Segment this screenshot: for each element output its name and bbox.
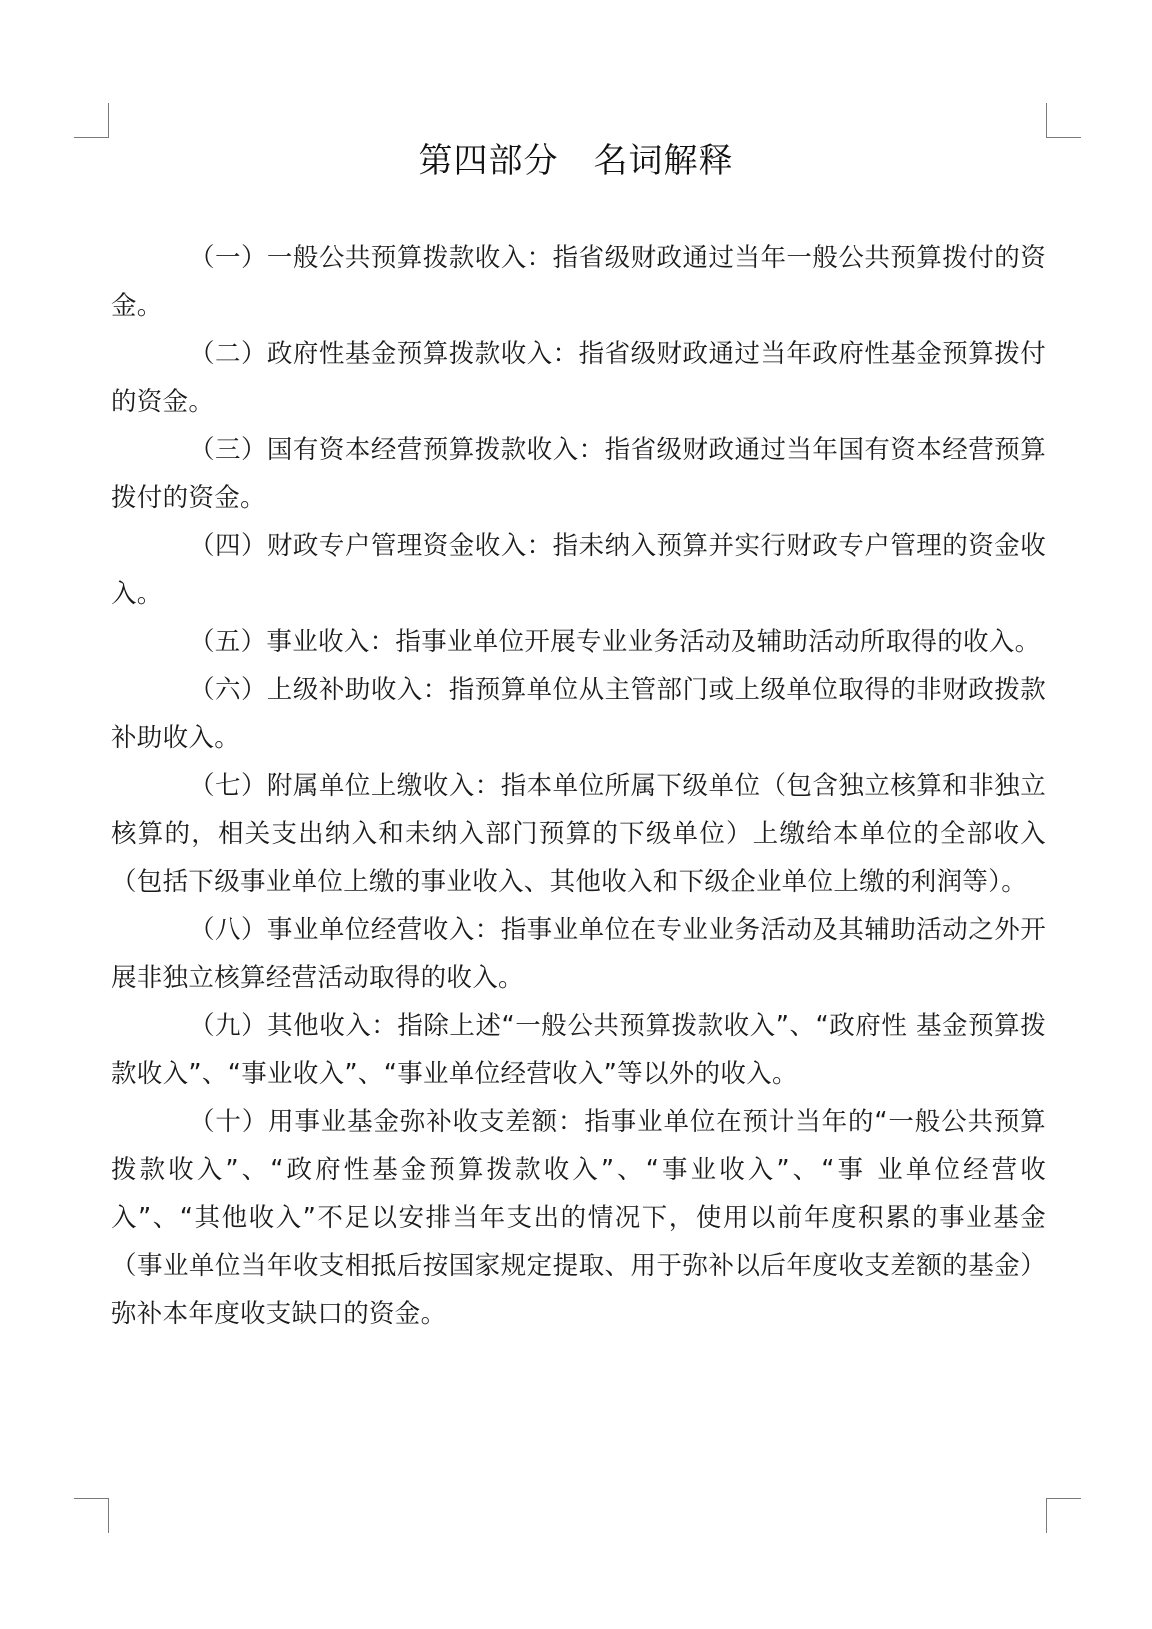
definition-paragraph-7: （七）附属单位上缴收入：指本单位所属下级单位（包含独立核算和非独立核算的，相关支出纳入和未纳入部门预算的下级单位）上缴给本单位的全部收入（包括下级事业单位上缴的事业收入、其他收入和下级企业单位上缴的利润等）。	[111, 771, 1046, 897]
crop-mark-bottom-right	[1046, 1498, 1081, 1533]
page-title: 第四部分 名词解释	[418, 141, 734, 181]
crop-mark-top-left	[74, 103, 109, 138]
definition-paragraph-5: （五）事业收入：指事业单位开展专业业务活动及辅助活动所取得的收入。	[189, 627, 1041, 657]
definition-paragraph-2: （二）政府性基金预算拨款收入：指省级财政通过当年政府性基金预算拨付的资金。	[111, 339, 1046, 417]
document-body	[111, 234, 1046, 1338]
definition-paragraph-3: （三）国有资本经营预算拨款收入：指省级财政通过当年国有资本经营预算拨付的资金。	[111, 435, 1046, 513]
definition-paragraph-6: （六）上级补助收入：指预算单位从主管部门或上级单位取得的非财政拨款补助收入。	[111, 675, 1046, 753]
definition-paragraph-10: （十）用事业基金弥补收支差额：指事业单位在预计当年的“一般公共预算拨款收入”、“政府性基金预算拨款收入”、“事业收入”、“事 业单位经营收入”、“其他收入”不足以安排当年支出的情况下，使用以前年度积累的事业基金（事业单位当年收支相抵后按国家规定提取、用于弥补以后年度收支差额的基金）弥补本年度收支缺口的资金。	[111, 1107, 1046, 1329]
crop-mark-bottom-left	[74, 1498, 109, 1533]
definition-paragraph-8: （八）事业单位经营收入：指事业单位在专业业务活动及其辅助活动之外开展非独立核算经营活动取得的收入。	[111, 915, 1046, 993]
crop-mark-top-right	[1046, 103, 1081, 138]
definition-paragraph-1: （一）一般公共预算拨款收入：指省级财政通过当年一般公共预算拨付的资金。	[111, 243, 1046, 321]
definition-paragraph-4: （四）财政专户管理资金收入：指未纳入预算并实行财政专户管理的资金收入。	[111, 531, 1046, 609]
definition-paragraph-9: （九）其他收入：指除上述“一般公共预算拨款收入”、“政府性 基金预算拨款收入”、“事业收入”、“事业单位经营收入”等以外的收入。	[111, 1011, 1046, 1089]
